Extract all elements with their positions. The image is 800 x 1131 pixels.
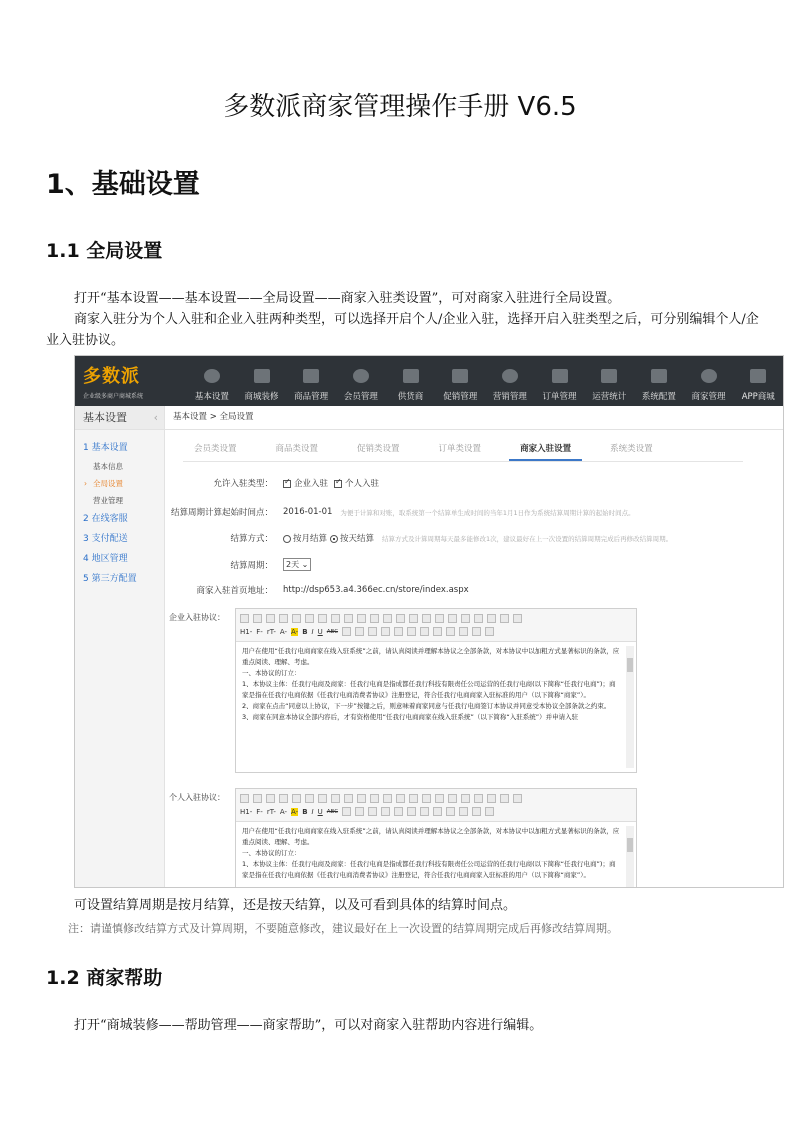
cut-icon[interactable] xyxy=(318,794,327,803)
highlight-button[interactable]: A- xyxy=(291,627,299,636)
nav-label: 商城装修 xyxy=(244,392,279,402)
format-painter-icon[interactable] xyxy=(513,794,522,803)
enterprise-agreement-label: 企业入驻协议： xyxy=(169,613,225,622)
nav-label: 会员管理 xyxy=(343,392,378,402)
justify-icon[interactable] xyxy=(422,614,431,623)
hr-icon[interactable] xyxy=(433,807,442,816)
flash-icon[interactable] xyxy=(381,807,390,816)
subscript-icon[interactable] xyxy=(487,794,496,803)
settlement-cycle-label: 结算周期： xyxy=(230,560,273,571)
outdent-icon[interactable] xyxy=(474,794,483,803)
paragraph-entry-types: 商家入驻分为个人入驻和企业入驻两种类型，可以选择开启个人/企业入驻，选择开启入驻类型之后，可分别编辑个人/企业入驻协议。 xyxy=(46,312,759,348)
font-color-button[interactable]: A- xyxy=(279,807,288,816)
nav-order-management[interactable] xyxy=(535,356,585,406)
undo-icon[interactable] xyxy=(279,794,288,803)
sidebar-item-business-management[interactable]: 营业管理 xyxy=(93,496,123,505)
nav-label: 订单管理 xyxy=(542,392,577,402)
paragraph-merchant-help: 打开“商城装修——帮助管理——商家帮助”，可以对商家入驻帮助内容进行编辑。 xyxy=(74,1018,543,1033)
paste-icon[interactable] xyxy=(344,794,353,803)
row-settlement-cycle xyxy=(165,558,311,571)
sidebar-group-region[interactable]: 4 地区管理 xyxy=(83,554,128,564)
subsection-heading-global-settings: 1.1 全局设置 xyxy=(46,240,163,262)
justify-icon[interactable] xyxy=(422,794,431,803)
nav-merchant-management[interactable] xyxy=(684,356,734,406)
tab-system[interactable]: 系统类设置 xyxy=(610,444,653,454)
nav-label: 系统配置 xyxy=(641,392,676,402)
nav-label: 促销管理 xyxy=(443,392,478,402)
agreement-paragraph: 用户在使用“任我行电商商家在线入驻系统”之前，请认真阅读并理解本协议之全部条款，对本协议中以加粗方式显著标识的条款，应重点阅读、理解、考虑。 xyxy=(242,647,620,666)
eraser-icon[interactable] xyxy=(355,807,364,816)
row-settlement-mode xyxy=(165,532,672,544)
enterprise-checkbox[interactable] xyxy=(283,480,291,488)
insert-table-icon[interactable] xyxy=(420,627,429,636)
logo-text: 多数派 xyxy=(83,366,140,387)
agreement-paragraph: 用户在使用“任我行电商商家在线入驻系统”之前，请认真阅读并理解本协议之全部条款，对本协议中以加粗方式显著标识的条款，应重点阅读、理解、考虑。 xyxy=(242,827,620,846)
font-size-dropdown[interactable]: rT- xyxy=(266,807,276,816)
section-heading-basic-settings: 1、基础设置 xyxy=(46,169,200,200)
source-icon[interactable] xyxy=(240,614,249,623)
image-icon[interactable] xyxy=(368,627,377,636)
find-icon[interactable] xyxy=(305,794,314,803)
nav-label: 基本设置 xyxy=(194,392,229,402)
subsection-heading-merchant-help: 1.2 商家帮助 xyxy=(46,967,163,989)
nav-label: 营销管理 xyxy=(492,392,527,402)
flash-icon[interactable] xyxy=(381,627,390,636)
paint-roller-icon xyxy=(254,369,270,383)
top-navbar xyxy=(75,356,783,406)
anchor-icon[interactable] xyxy=(459,627,468,636)
strikethrough-button[interactable]: ABC xyxy=(326,808,339,815)
enterprise-agreement-editor[interactable] xyxy=(235,608,637,773)
font-color-button[interactable]: A- xyxy=(279,627,288,636)
settlement-mode-hint: 结算方式及计算周期每天最多能修改1次，建议最好在上一次设置的结算周期完成后再修改结算周期。 xyxy=(382,534,673,543)
enterprise-label: 企业入驻 xyxy=(294,479,329,489)
bold-button[interactable]: B xyxy=(302,627,308,636)
nav-promotion-management[interactable] xyxy=(435,356,485,406)
page-break-icon[interactable] xyxy=(446,627,455,636)
editor-content[interactable] xyxy=(236,822,636,888)
paste-text-icon[interactable] xyxy=(357,794,366,803)
unordered-list-icon[interactable] xyxy=(448,794,457,803)
agreement-paragraph: 1、本协议主体：任我行电商及商家：任我行电商是指成都任我行科技有限责任公司运营的任我行电商(以下简称“任我行电商”)；商家是指在任我行电商依据《任我行电商消费者协议》注册登记，符合任我行电商商家入驻标准的用户（以下简称“商家”）。 xyxy=(242,680,616,699)
personal-label: 个人入驻 xyxy=(345,479,380,489)
cut-icon[interactable] xyxy=(318,614,327,623)
sidebar-header xyxy=(75,406,164,430)
align-right-icon[interactable] xyxy=(409,794,418,803)
medal-icon xyxy=(502,369,518,383)
nav-basic-settings[interactable] xyxy=(187,356,237,406)
align-left-icon[interactable] xyxy=(383,614,392,623)
tab-promotion[interactable]: 促销类设置 xyxy=(357,444,400,454)
personal-checkbox[interactable] xyxy=(334,480,342,488)
phone-icon xyxy=(750,369,766,383)
font-size-dropdown[interactable]: rT- xyxy=(266,627,276,636)
gear-icon xyxy=(204,369,220,383)
copy-icon[interactable] xyxy=(331,614,340,623)
personal-agreement-label: 个人入驻协议： xyxy=(169,793,225,802)
home-icon xyxy=(701,369,717,383)
settlement-cycle-value: 2天 xyxy=(286,560,300,569)
subscript-icon[interactable] xyxy=(487,614,496,623)
heading-dropdown[interactable]: H1- xyxy=(240,627,253,636)
unordered-list-icon[interactable] xyxy=(448,614,457,623)
table-icon[interactable] xyxy=(342,627,351,636)
chart-icon xyxy=(601,369,617,383)
nav-system-config[interactable] xyxy=(634,356,684,406)
monthly-label: 按月结算 xyxy=(293,534,328,544)
ordered-list-icon[interactable] xyxy=(435,794,444,803)
nav-label: 商品管理 xyxy=(294,392,329,402)
chevron-down-icon: ⌄ xyxy=(301,560,309,569)
highlight-button[interactable]: A- xyxy=(291,807,299,816)
unlink-icon[interactable] xyxy=(485,807,494,816)
agreement-paragraph: 3、商家在同意本协议全部内容后，才有资格使用“任我行电商商家在线入驻系统”（以下简称“入驻系统”）并申请入驻 xyxy=(242,713,579,721)
settlement-mode-label: 结算方式： xyxy=(230,534,273,544)
start-date-hint: 为便于计算和对账，取系统第一个结算单生成时间的当年1月1日作为系统结算周期计算的起始时间点。 xyxy=(340,508,635,517)
indent-icon[interactable] xyxy=(461,614,470,623)
truck-icon xyxy=(403,369,419,383)
link-icon[interactable] xyxy=(472,807,481,816)
paste-word-icon[interactable] xyxy=(370,794,379,803)
media-icon[interactable] xyxy=(394,807,403,816)
preview-icon[interactable] xyxy=(253,794,262,803)
settlement-cycle-select[interactable] xyxy=(283,558,311,571)
nav-marketing-management[interactable] xyxy=(485,356,535,406)
font-family-dropdown[interactable]: F- xyxy=(256,627,263,636)
paragraph-settlement: 可设置结算周期是按月结算，还是按天结算，以及可看到具体的结算时间点。 xyxy=(74,898,517,913)
attachment-icon[interactable] xyxy=(407,807,416,816)
users-icon xyxy=(353,369,369,383)
settings-tabs xyxy=(183,438,743,462)
redo-icon[interactable] xyxy=(292,794,301,803)
align-left-icon[interactable] xyxy=(383,794,392,803)
nav-supplier[interactable] xyxy=(386,356,436,406)
nav-label: APP商城 xyxy=(741,392,775,402)
sidebar-group-payment-delivery[interactable]: 3 支付配送 xyxy=(83,534,128,544)
undo-icon[interactable] xyxy=(279,614,288,623)
nav-product-management[interactable] xyxy=(286,356,336,406)
logo xyxy=(75,356,187,406)
tab-order[interactable]: 订单类设置 xyxy=(438,444,482,454)
personal-agreement-editor[interactable] xyxy=(235,788,637,888)
tab-member[interactable]: 会员类设置 xyxy=(194,444,237,454)
entry-type-label: 允许入驻类型： xyxy=(213,479,273,489)
paste-word-icon[interactable] xyxy=(370,614,379,623)
clear-format-icon[interactable] xyxy=(266,614,275,623)
underline-button[interactable]: U xyxy=(317,627,323,636)
nav-label: 供货商 xyxy=(397,392,424,402)
tools-icon xyxy=(651,369,667,383)
nav-operation-stats[interactable] xyxy=(584,356,634,406)
breadcrumb: 基本设置 > 全局设置 xyxy=(165,406,783,430)
insert-table-icon[interactable] xyxy=(420,807,429,816)
superscript-icon[interactable] xyxy=(500,614,509,623)
hr-icon[interactable] xyxy=(433,627,442,636)
font-family-dropdown[interactable]: F- xyxy=(256,807,263,816)
bold-button[interactable]: B xyxy=(302,807,308,816)
entry-url-value: http://dsp653.a4.366ec.cn/store/index.aspx xyxy=(283,585,469,595)
sidebar-group-online-service[interactable]: 2 在线客服 xyxy=(83,514,128,524)
heading-dropdown[interactable]: H1- xyxy=(240,807,253,816)
anchor-icon[interactable] xyxy=(459,807,468,816)
start-date-value: 2016-01-01 xyxy=(283,507,333,517)
copy-icon[interactable] xyxy=(331,794,340,803)
preview-icon[interactable] xyxy=(253,614,262,623)
align-center-icon[interactable] xyxy=(396,614,405,623)
agreement-paragraph: 1、本协议主体：任我行电商及商家：任我行电商是指成都任我行科技有限责任公司运营的任我行电商(以下简称“任我行电商”)；商家是指在任我行电商依据《任我行电商消费者协议》注册登记，符合任我行电商商家入驻标准的用户（以下简称“商家”）。 xyxy=(242,860,616,879)
row-start-date xyxy=(165,506,635,518)
editor-content[interactable] xyxy=(236,642,636,772)
clear-format-icon[interactable] xyxy=(266,794,275,803)
superscript-icon[interactable] xyxy=(500,794,509,803)
unlink-icon[interactable] xyxy=(485,627,494,636)
paste-text-icon[interactable] xyxy=(357,614,366,623)
sidebar-item-basic-info[interactable]: 基本信息 xyxy=(93,462,123,471)
sidebar-title: 基本设置 xyxy=(83,411,127,424)
nav-app-mall[interactable] xyxy=(733,356,783,406)
align-right-icon[interactable] xyxy=(409,614,418,623)
source-icon[interactable] xyxy=(240,794,249,803)
agreement-paragraph: 一、本协议的订立： xyxy=(242,669,301,677)
table-icon[interactable] xyxy=(342,807,351,816)
box-icon xyxy=(303,369,319,383)
daily-radio[interactable] xyxy=(330,535,338,543)
start-date-label: 结算周期计算起始时间点： xyxy=(170,508,273,518)
image-icon[interactable] xyxy=(368,807,377,816)
logo-subtitle: 企业级多商户商城系统 xyxy=(83,393,144,400)
redo-icon[interactable] xyxy=(292,614,301,623)
main-panel xyxy=(165,406,783,888)
sidebar-item-global-settings[interactable]: › 全局设置 xyxy=(75,475,164,492)
align-center-icon[interactable] xyxy=(396,794,405,803)
top-nav xyxy=(187,356,783,406)
row-entry-url xyxy=(165,584,469,596)
tab-product[interactable]: 商品类设置 xyxy=(275,444,319,454)
sidebar xyxy=(75,406,165,888)
editor-toolbar xyxy=(236,609,636,642)
attachment-icon[interactable] xyxy=(407,627,416,636)
indent-icon[interactable] xyxy=(461,794,470,803)
paragraph-open-settings: 打开“基本设置——基本设置——全局设置——商家入驻类设置”，可对商家入驻进行全局设置。 xyxy=(74,291,621,306)
nav-member-management[interactable] xyxy=(336,356,386,406)
nav-label: 商家管理 xyxy=(691,392,726,402)
italic-button[interactable]: I xyxy=(311,807,314,816)
daily-label: 按天结算 xyxy=(340,534,375,544)
outdent-icon[interactable] xyxy=(474,614,483,623)
ordered-list-icon[interactable] xyxy=(435,614,444,623)
eraser-icon[interactable] xyxy=(355,627,364,636)
format-painter-icon[interactable] xyxy=(513,614,522,623)
paste-icon[interactable] xyxy=(344,614,353,623)
find-icon[interactable] xyxy=(305,614,314,623)
warning-note: 注：请谨慎修改结算方式及计算周期，不要随意修改，建议最好在上一次设置的结算周期完成后再修改结算周期。 xyxy=(68,922,618,935)
page-break-icon[interactable] xyxy=(446,807,455,816)
nav-store-decoration[interactable] xyxy=(237,356,287,406)
link-icon[interactable] xyxy=(472,627,481,636)
ticket-icon xyxy=(452,369,468,383)
editor-toolbar xyxy=(236,789,636,822)
monthly-radio[interactable] xyxy=(283,535,291,543)
settings-screenshot xyxy=(74,355,784,888)
sidebar-group-third-party[interactable]: 5 第三方配置 xyxy=(83,574,137,584)
sidebar-group-basic[interactable]: 1 基本设置 xyxy=(83,443,128,453)
document-title: 多数派商家管理操作手册 V6.5 xyxy=(223,92,577,122)
editor-scrollbar[interactable] xyxy=(626,646,634,768)
row-entry-type xyxy=(165,477,379,489)
agreement-paragraph: 2、商家在点击“同意以上协议，下一步”按键之后，则意味着商家同意与任我行电商签订本协议并同意受本协议全部条款之约束。 xyxy=(242,702,611,710)
editor-scrollbar[interactable] xyxy=(626,826,634,888)
send-icon xyxy=(552,369,568,383)
strikethrough-button[interactable]: ABC xyxy=(326,628,339,635)
media-icon[interactable] xyxy=(394,627,403,636)
collapse-icon[interactable]: ‹ xyxy=(153,411,158,424)
italic-button[interactable]: I xyxy=(311,627,314,636)
underline-button[interactable]: U xyxy=(317,807,323,816)
nav-label: 运营统计 xyxy=(592,392,627,402)
agreement-paragraph: 一、本协议的订立： xyxy=(242,849,301,857)
tab-merchant-entry[interactable]: 商家入驻设置 xyxy=(509,438,582,461)
entry-url-label: 商家入驻首页地址： xyxy=(196,586,273,596)
